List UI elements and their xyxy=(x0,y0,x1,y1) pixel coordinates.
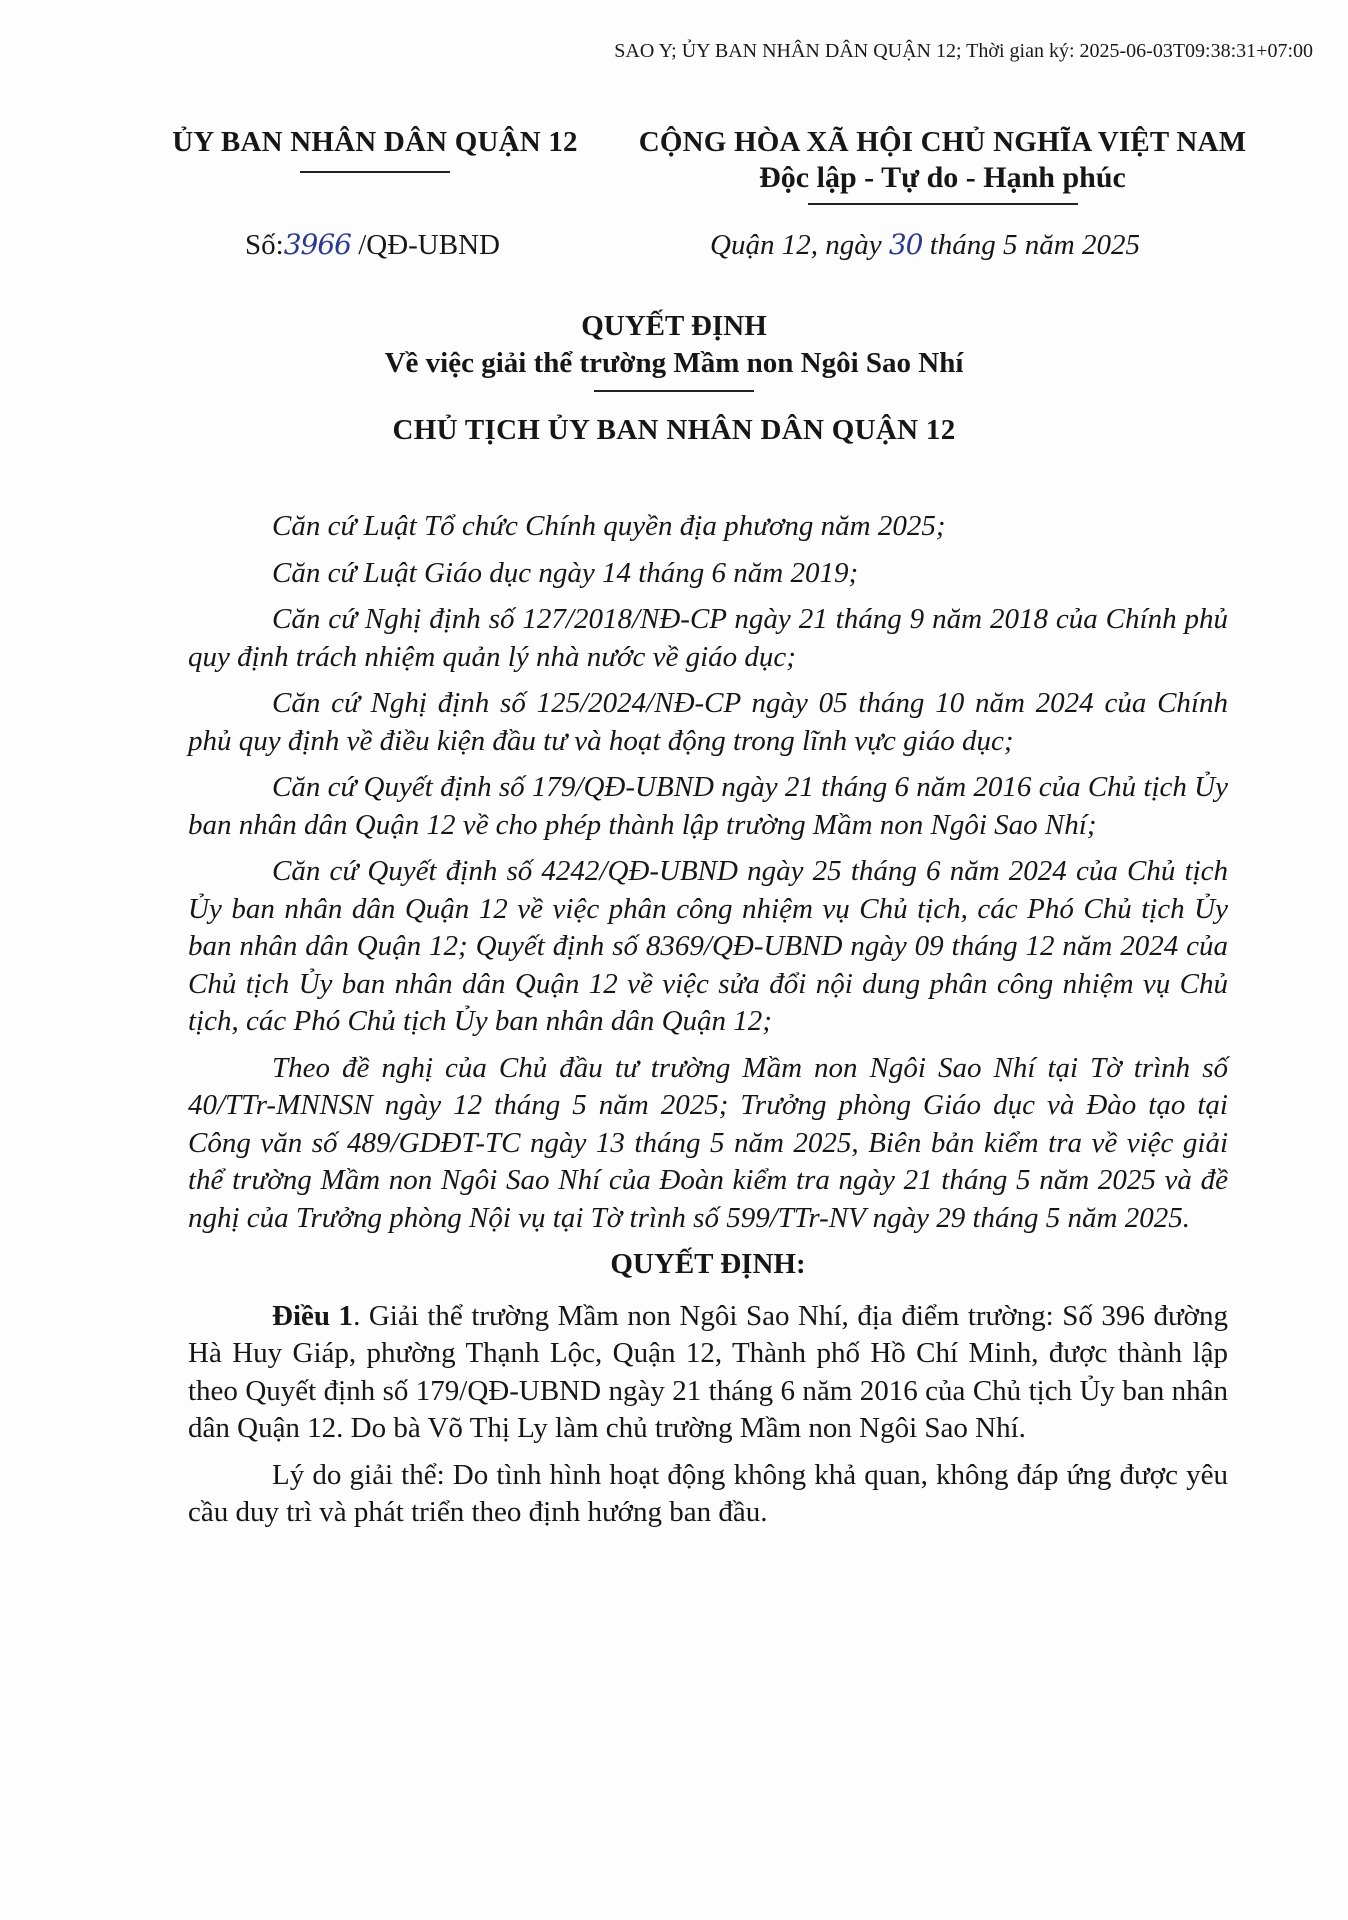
agency-underline xyxy=(300,171,450,173)
decision-title-block xyxy=(0,310,1348,447)
document-number xyxy=(245,228,500,262)
place-date-suffix: tháng 5 năm 2025 xyxy=(929,229,1140,261)
dissolution-reason: Lý do giải thể: Do tình hình hoạt động không khả quan, không đáp ứng được yêu cầu duy trì và phát triển theo định hướng ban đầu. xyxy=(188,1458,1228,1528)
issuing-agency: ỦY BAN NHÂN DÂN QUẬN 12 xyxy=(172,126,578,158)
article-1-label: Điều 1 xyxy=(272,1299,354,1332)
legal-basis: Căn cứ Quyết định số 179/QĐ-UBND ngày 21 tháng 6 năm 2016 của Chủ tịch Ủy ban nhân dân Quận 12 về cho phép thành lập trường Mầm non Ngôi Sao Nhí; xyxy=(188,771,1228,841)
national-title-block xyxy=(625,126,1260,205)
article-1 xyxy=(188,1298,1228,1448)
legal-basis: Căn cứ Nghị định số 125/2024/NĐ-CP ngày 05 tháng 10 năm 2024 của Chính phủ quy định về điều kiện đầu tư và hoạt động trong lĩnh vực giáo dục; xyxy=(188,687,1228,757)
day-handwritten: 30 xyxy=(888,228,923,261)
legal-basis: Theo đề nghị của Chủ đầu tư trường Mầm non Ngôi Sao Nhí tại Tờ trình số 40/TTr-MNNSN ngày 12 tháng 5 năm 2025; Trưởng phòng Giáo dục và Đào tạo tại Công văn số 489/GDĐT-TC ngày 13 tháng 5 năm 2025, Biên bản kiểm tra về việc giải thể trường Mầm non Ngôi Sao Nhí của Đoàn kiểm tra ngày 21 tháng 5 năm 2025 và đề nghị của Trưởng phòng Nội vụ tại Tờ trình số 599/TTr-NV ngày 29 tháng 5 năm 2025. xyxy=(188,1051,1228,1234)
document-number-handwritten: 3966 xyxy=(283,228,351,261)
issuing-authority: CHỦ TỊCH ỦY BAN NHÂN DÂN QUẬN 12 xyxy=(392,414,956,446)
decision-subject: Về việc giải thể trường Mầm non Ngôi Sao Nhí xyxy=(384,347,964,379)
legal-basis: Căn cứ Luật Giáo dục ngày 14 tháng 6 năm 2019; xyxy=(272,556,859,589)
legal-basis: Căn cứ Nghị định số 127/2018/NĐ-CP ngày 21 tháng 9 năm 2018 của Chính phủ quy định trách nhiệm quản lý nhà nước về giáo dục; xyxy=(188,603,1228,673)
decision-heading: QUYẾT ĐỊNH: xyxy=(610,1248,806,1280)
subject-underline xyxy=(594,390,754,392)
article-1-text: . Giải thể trường Mầm non Ngôi Sao Nhí, địa điểm trường: Số 396 đường Hà Huy Giáp, phường Thạnh Lộc, Quận 12, Thành phố Hồ Chí Minh, được thành lập theo Quyết định số 179/QĐ-UBND ngày 21 tháng 6 năm 2016 của Chủ tịch Ủy ban nhân dân Quận 12. Do bà Võ Thị Ly làm chủ trường Mầm non Ngôi Sao Nhí. xyxy=(188,1299,1229,1444)
document-number-suffix: /QĐ-UBND xyxy=(358,229,500,261)
place-and-date xyxy=(710,228,1140,262)
issuing-agency-block xyxy=(150,126,600,173)
motto-underline xyxy=(808,203,1078,205)
digital-signature-stamp: SAO Y; ỦY BAN NHÂN DÂN QUẬN 12; Thời gian ký: 2025-06-03T09:38:31+07:00 xyxy=(614,40,1313,62)
national-motto: Độc lập - Tự do - Hạnh phúc xyxy=(759,161,1126,194)
document-number-prefix: Số: xyxy=(245,229,284,261)
place-date-prefix: Quận 12, ngày xyxy=(710,229,882,261)
decision-type: QUYẾT ĐỊNH xyxy=(581,310,767,342)
legal-basis: Căn cứ Luật Tổ chức Chính quyền địa phương năm 2025; xyxy=(272,510,946,542)
legal-basis: Căn cứ Quyết định số 4242/QĐ-UBND ngày 25 tháng 6 năm 2024 của Chủ tịch Ủy ban nhân dân Quận 12 về việc phân công nhiệm vụ Chủ tịch, các Phó Chủ tịch Ủy ban nhân dân Quận 12; Quyết định số 8369/QĐ-UBND ngày 09 tháng 12 năm 2024 của Chủ tịch Ủy ban nhân dân Quận 12 về việc sửa đổi nội dung phân công nhiệm vụ Chủ tịch, các Phó Chủ tịch Ủy ban nhân dân Quận 12; xyxy=(188,855,1228,1037)
document-body xyxy=(188,508,1228,1541)
legal-bases xyxy=(188,508,1228,1237)
national-title: CỘNG HÒA XÃ HỘI CHỦ NGHĨA VIỆT NAM xyxy=(638,126,1247,158)
